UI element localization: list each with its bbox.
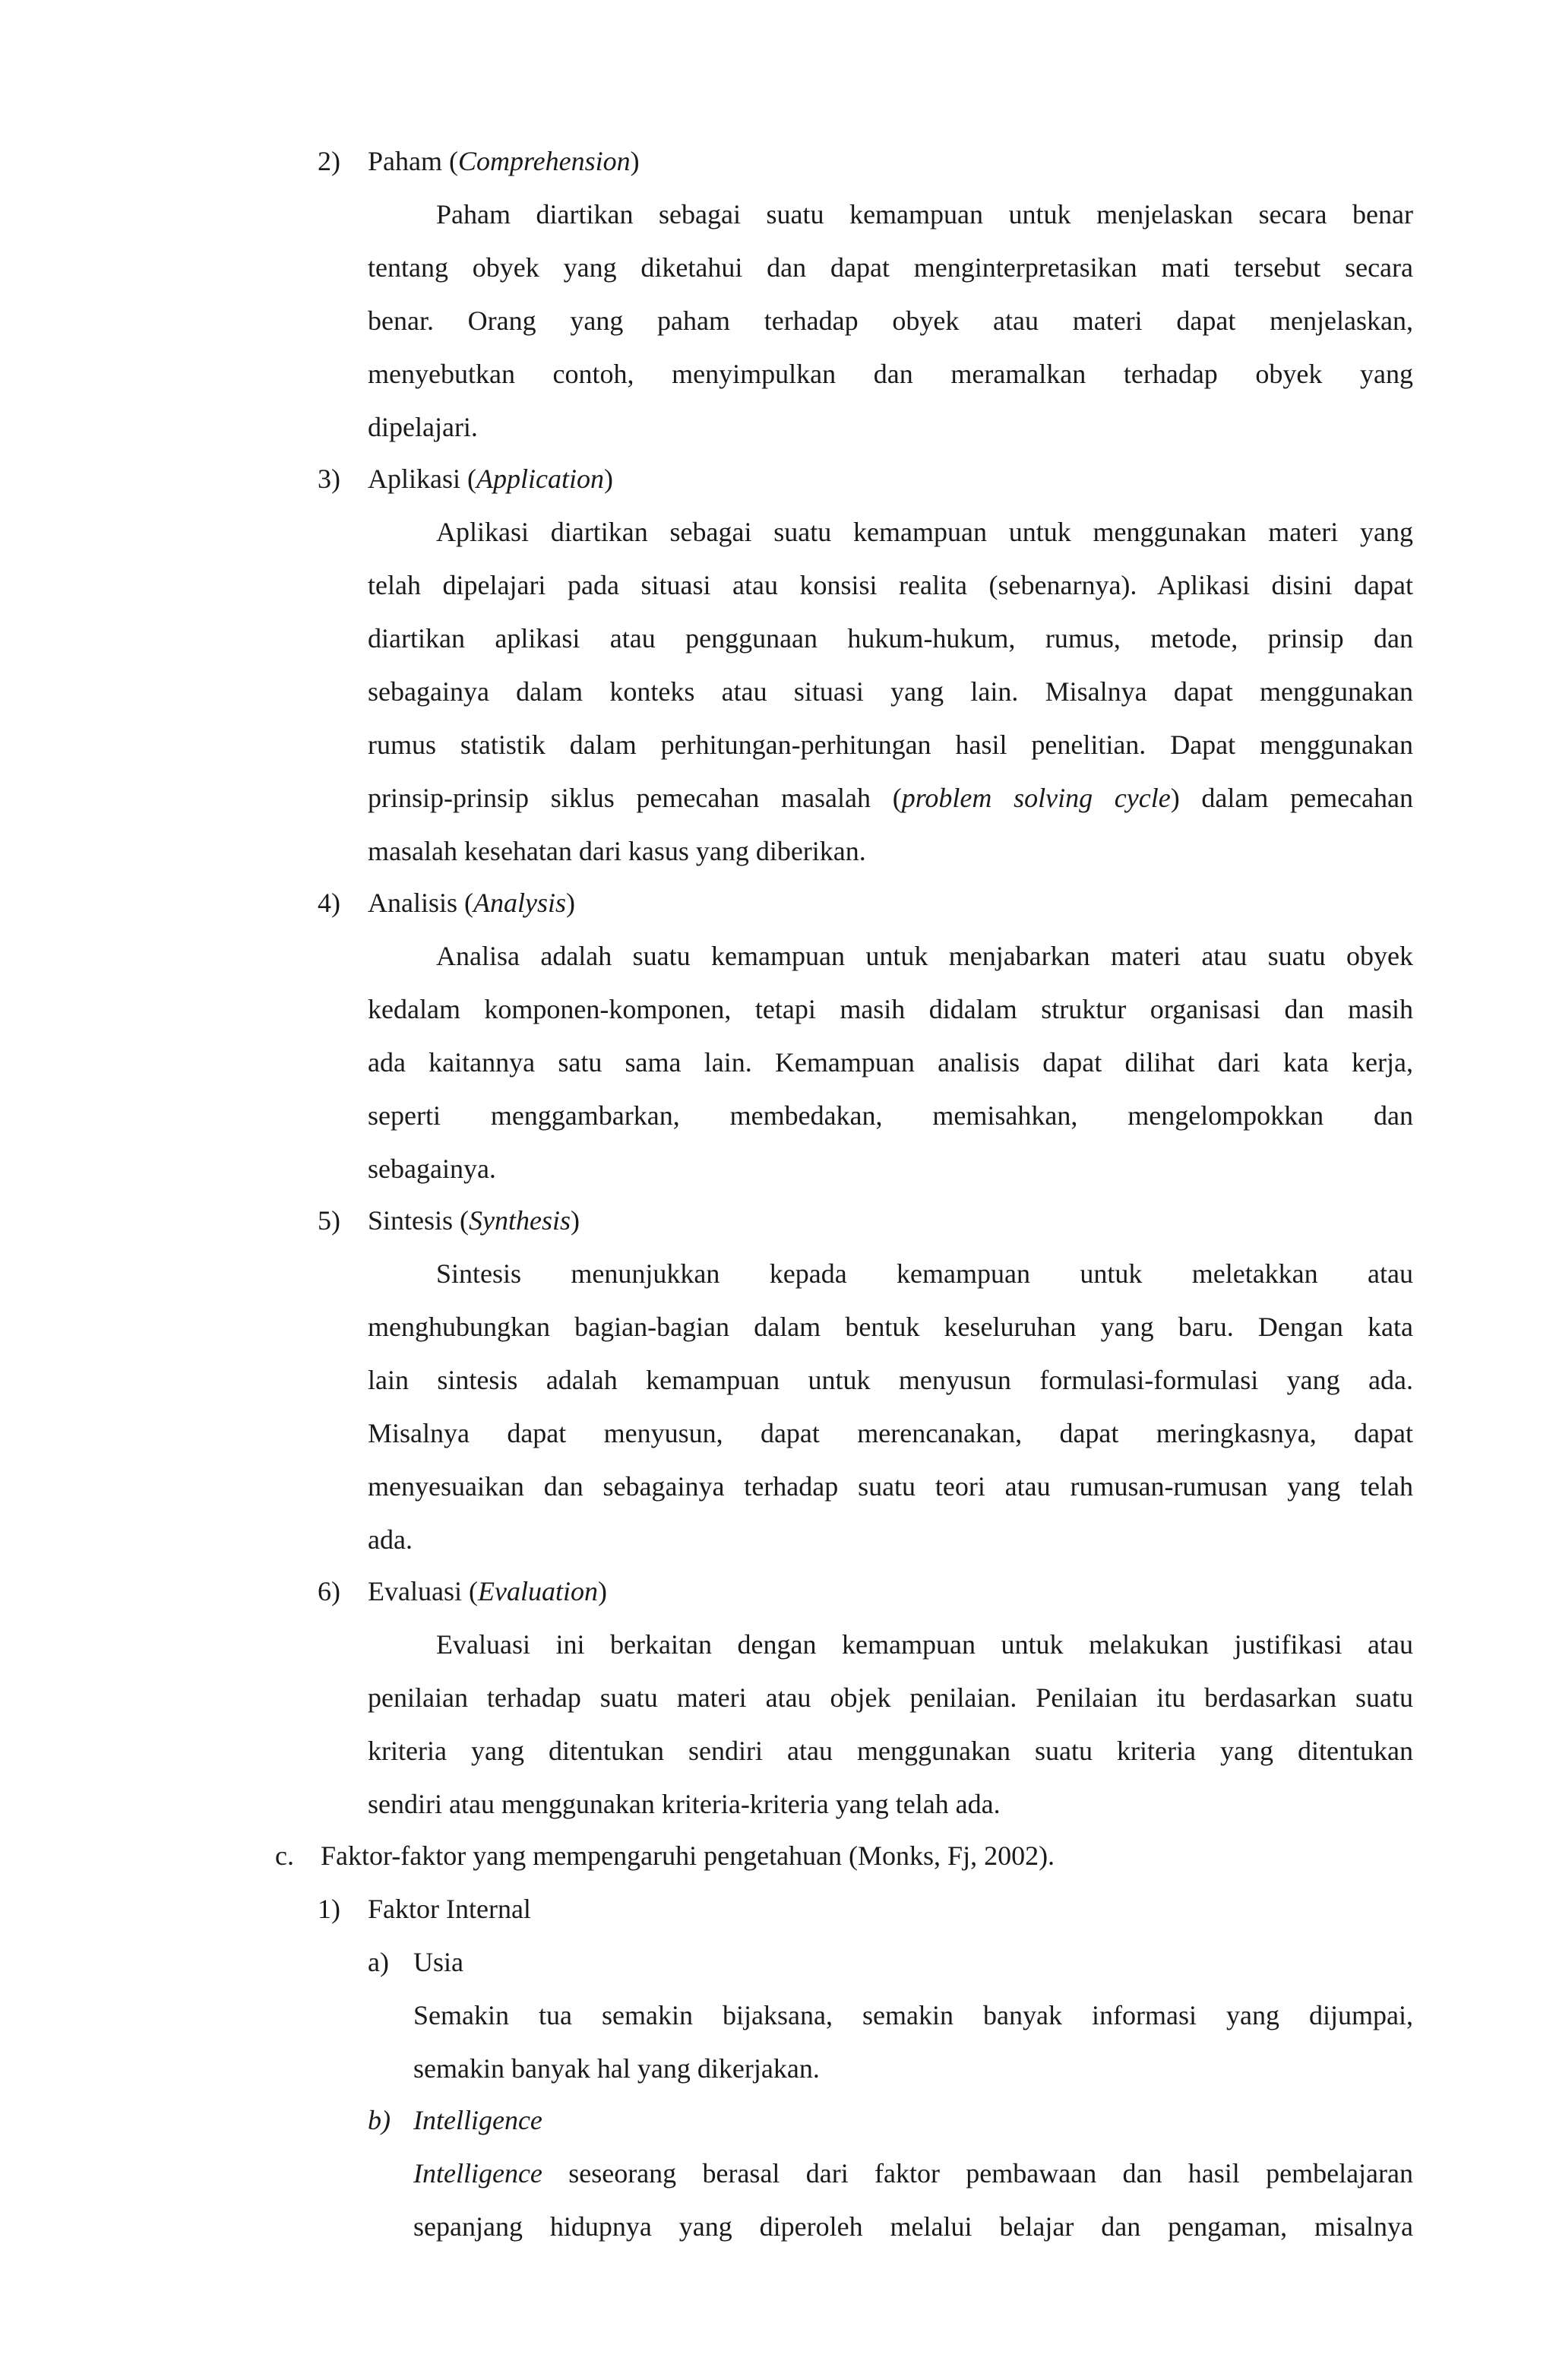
paragraph-line: kriteria yang ditentukan sendiri atau menggunakan suatu kriteria yang ditentukan [368, 1736, 1413, 1766]
paragraph-line: seperti menggambarkan, membedakan, memisahkan, mengelompokkan dan [368, 1100, 1413, 1131]
text-span: prinsip-prinsip siklus pemecahan masalah ( [368, 783, 902, 813]
list-number: 3) [318, 464, 340, 494]
heading-text: Paham [368, 146, 442, 176]
section-heading: Paham (Comprehension) [368, 146, 640, 176]
paragraph-line: penilaian terhadap suatu materi atau objek penilaian. Penilaian itu berdasarkan suatu [368, 1682, 1413, 1713]
paragraph-line: masalah kesehatan dari kasus yang diberikan. [368, 836, 866, 866]
list-letter: b) [368, 2105, 391, 2135]
subsection-heading: Intelligence [413, 2105, 542, 2135]
paragraph-line: ada. [368, 1524, 413, 1555]
list-number: 2) [318, 146, 340, 176]
subsection-heading: Usia [413, 1947, 463, 1977]
paragraph-line: rumus statistik dalam perhitungan-perhitungan hasil penelitian. Dapat menggunakan [368, 730, 1413, 760]
paragraph-line [368, 780, 1413, 816]
heading-english-term: Evaluation [477, 1576, 598, 1606]
list-number: 1) [318, 1894, 340, 1924]
list-number: 6) [318, 1576, 340, 1606]
paragraph-line: dipelajari. [368, 412, 478, 442]
paragraph-line: ada kaitannya satu sama lain. Kemampuan analisis dapat dilihat dari kata kerja, [368, 1047, 1413, 1078]
paragraph-line: lain sintesis adalah kemampuan untuk menyusun formulasi-formulasi yang ada. [368, 1365, 1413, 1395]
paragraph-line: sebagainya. [368, 1154, 496, 1184]
section-heading: Sintesis (Synthesis) [368, 1205, 580, 1236]
paragraph-line: sendiri atau menggunakan kriteria-kriteria yang telah ada. [368, 1789, 1001, 1819]
heading-text: Evaluasi [368, 1576, 462, 1606]
section-heading: Faktor-faktor yang mempengaruhi pengetahuan (Monks, Fj, 2002). [321, 1840, 1055, 1871]
text-span: ) dalam pemecahan [1170, 783, 1413, 813]
paragraph-line: sebagainya dalam konteks atau situasi yang lain. Misalnya dapat menggunakan [368, 676, 1413, 707]
heading-text: Analisis [368, 888, 458, 918]
paragraph-line: Misalnya dapat menyusun, dapat merencanakan, dapat meringkasnya, dapat [368, 1418, 1413, 1448]
paragraph-line: Analisa adalah suatu kemampuan untuk menjabarkan materi atau suatu obyek [436, 941, 1413, 971]
paragraph-line: menyesuaikan dan sebagainya terhadap suatu teori atau rumusan-rumusan yang telah [368, 1471, 1413, 1502]
paragraph-line [413, 2155, 1413, 2192]
paragraph-line: benar. Orang yang paham terhadap obyek atau materi dapat menjelaskan, [368, 305, 1413, 336]
paragraph-line: semakin banyak hal yang dikerjakan. [413, 2053, 820, 2084]
list-number: 5) [318, 1205, 340, 1236]
heading-text: Aplikasi [368, 464, 460, 494]
paragraph-line: Semakin tua semakin bijaksana, semakin banyak informasi yang dijumpai, [413, 2000, 1413, 2030]
heading-english-term: Comprehension [457, 146, 631, 176]
paragraph-line: Sintesis menunjukkan kepada kemampuan untuk meletakkan atau [436, 1258, 1413, 1289]
paragraph-line: Evaluasi ini berkaitan dengan kemampuan untuk melakukan justifikasi atau [436, 1629, 1413, 1660]
paragraph-line: menyebutkan contoh, menyimpulkan dan meramalkan terhadap obyek yang [368, 359, 1413, 389]
italic-term: problem solving cycle [901, 783, 1171, 813]
paragraph-line: Aplikasi diartikan sebagai suatu kemampuan untuk menggunakan materi yang [436, 517, 1413, 547]
text-span: seseorang berasal dari faktor pembawaan dan hasil pembelajaran [542, 2158, 1413, 2189]
paragraph-line: menghubungkan bagian-bagian dalam bentuk keseluruhan yang baru. Dengan kata [368, 1312, 1413, 1342]
paragraph-line: diartikan aplikasi atau penggunaan hukum-hukum, rumus, metode, prinsip dan [368, 623, 1413, 654]
section-heading: Analisis (Analysis) [368, 888, 576, 918]
section-heading: Faktor Internal [368, 1894, 531, 1924]
paragraph-line: Paham diartikan sebagai suatu kemampuan untuk menjelaskan secara benar [436, 199, 1413, 229]
list-number: 4) [318, 888, 340, 918]
italic-term: Intelligence [413, 2158, 542, 2189]
paragraph-line: sepanjang hidupnya yang diperoleh melalui belajar dan pengaman, misalnya [413, 2211, 1413, 2242]
paragraph-line: telah dipelajari pada situasi atau konsisi realita (sebenarnya). Aplikasi disini dapat [368, 570, 1413, 600]
heading-english-term: Analysis [473, 888, 567, 918]
list-letter: a) [368, 1947, 389, 1977]
heading-english-term: Synthesis [469, 1205, 571, 1236]
section-heading: Aplikasi (Application) [368, 464, 613, 494]
heading-english-term: Application [476, 464, 604, 494]
heading-text: Sintesis [368, 1205, 454, 1236]
section-heading: Evaluasi (Evaluation) [368, 1576, 607, 1606]
list-letter: c. [275, 1840, 294, 1871]
paragraph-line: kedalam komponen-komponen, tetapi masih didalam struktur organisasi dan masih [368, 994, 1413, 1024]
paragraph-line: tentang obyek yang diketahui dan dapat menginterpretasikan mati tersebut secara [368, 252, 1413, 283]
